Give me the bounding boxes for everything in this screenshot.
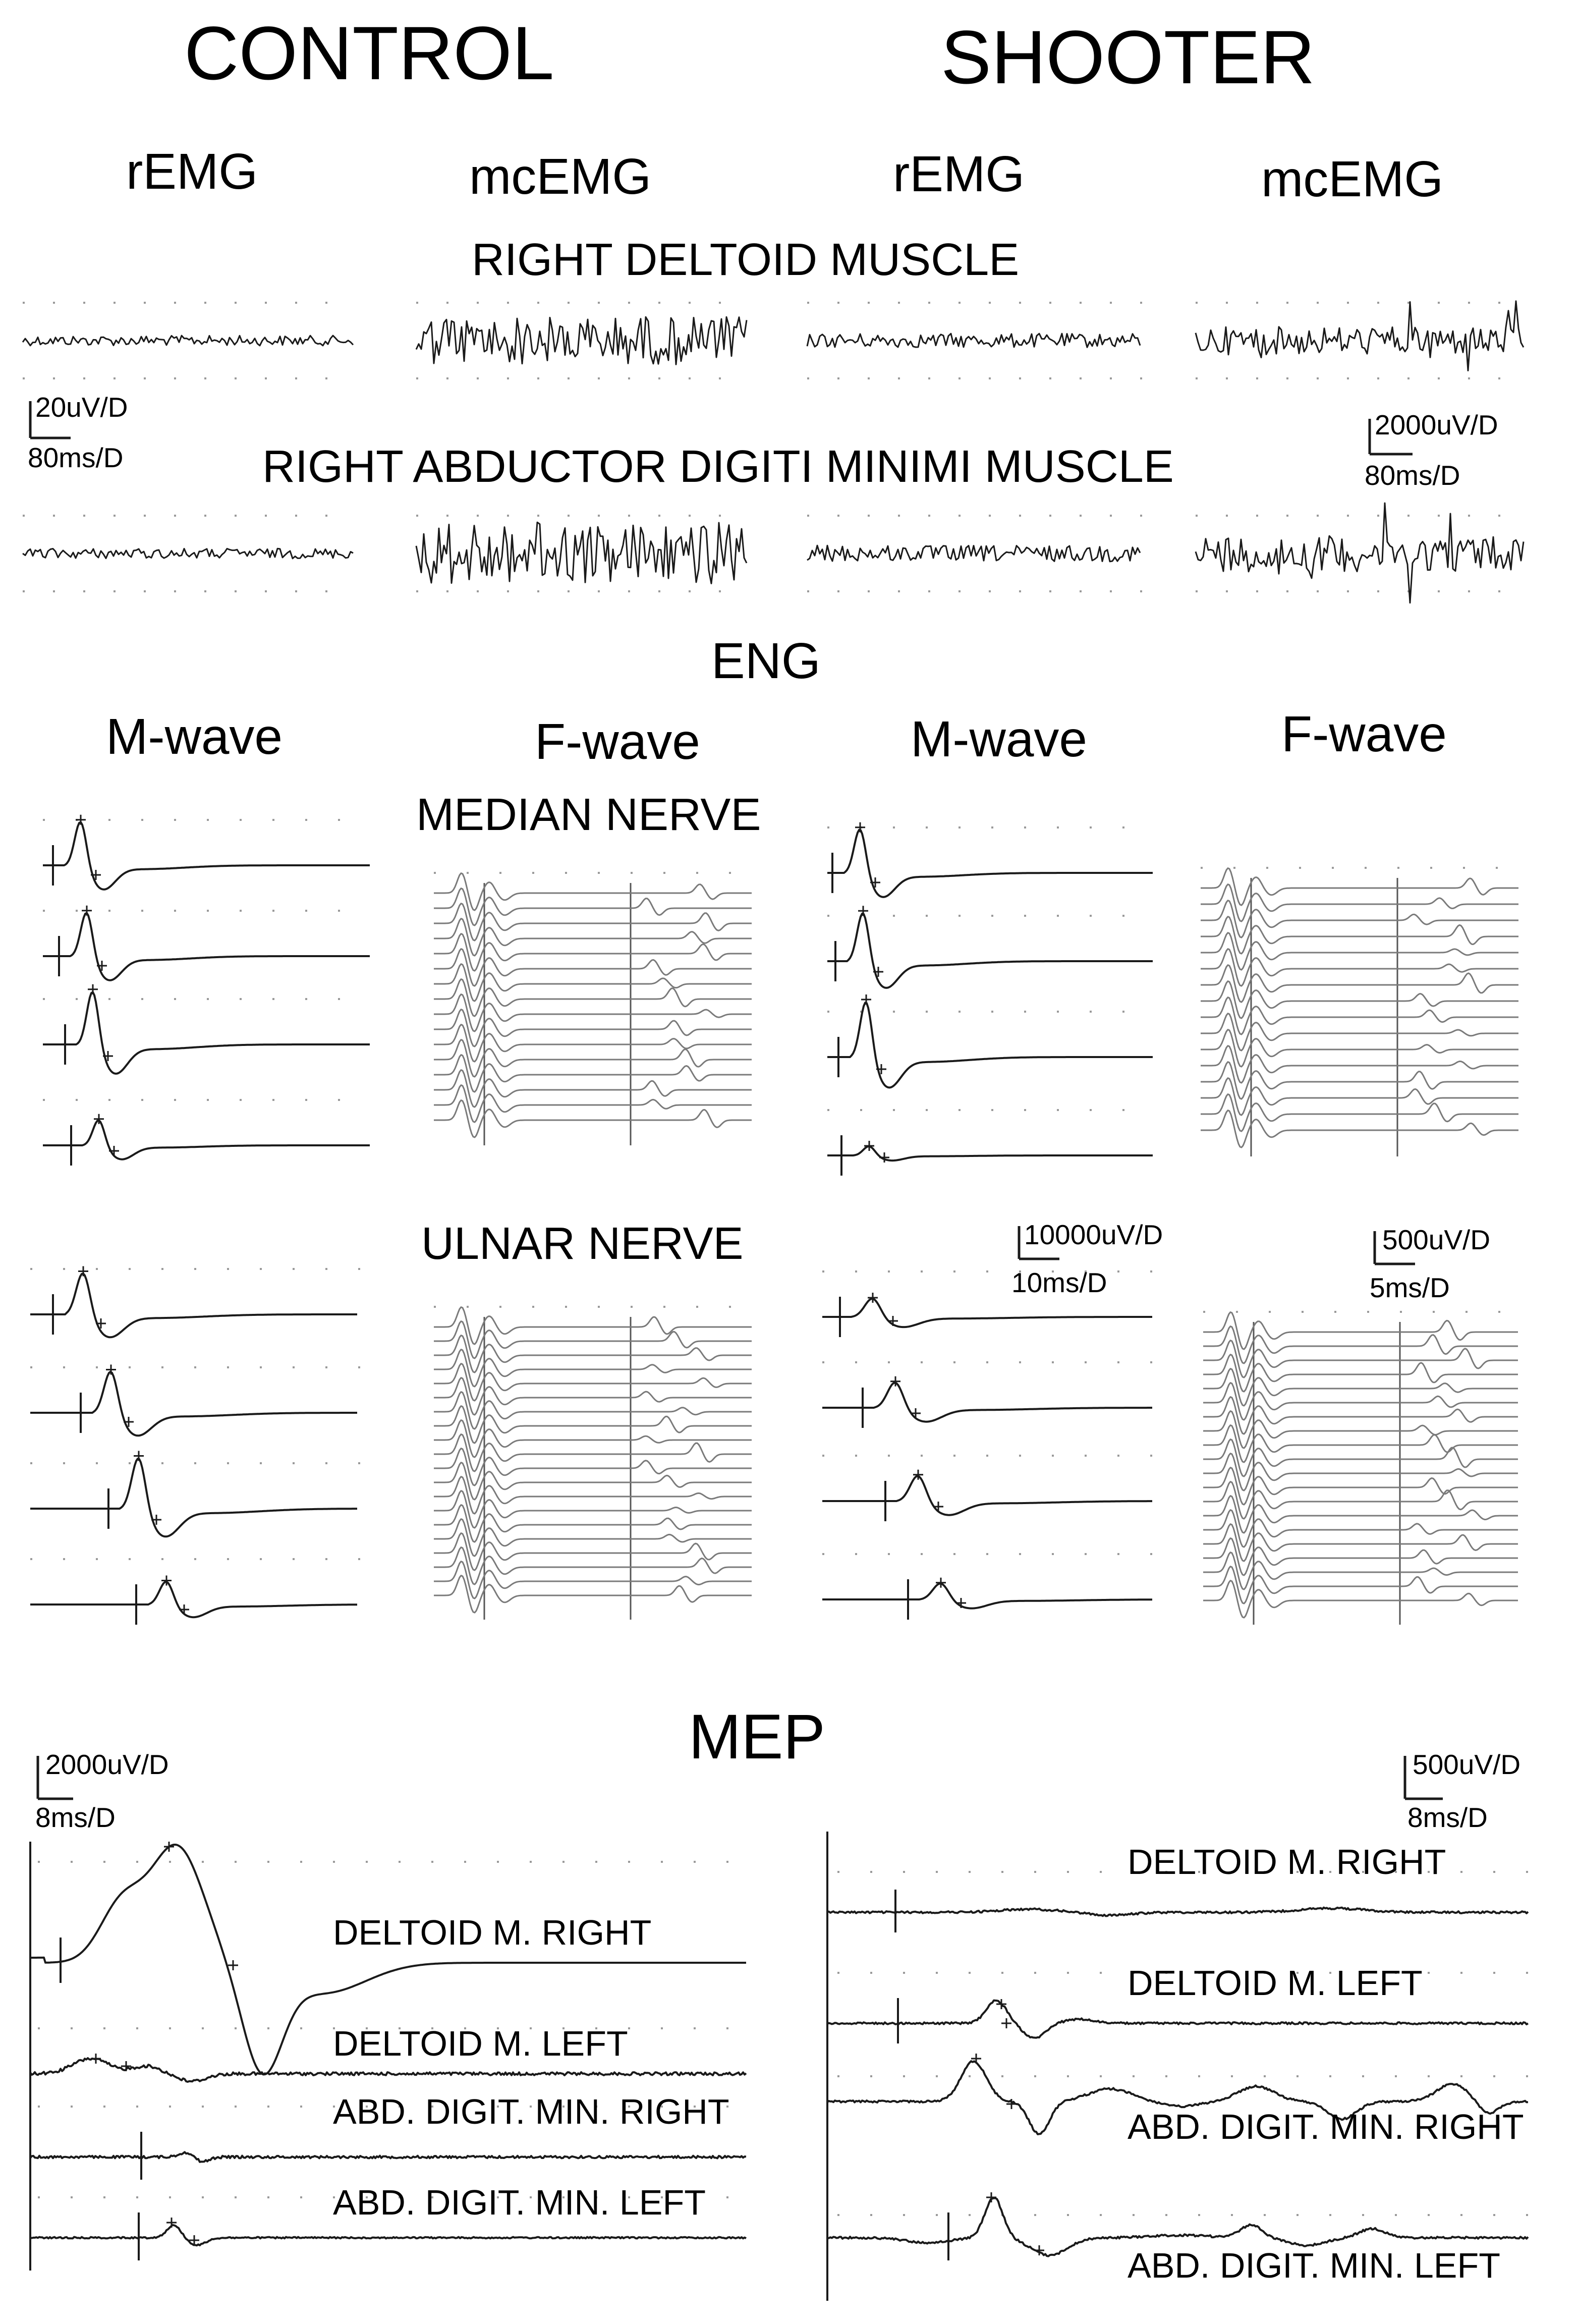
eng-col-label-shooter-mwave: M-wave <box>911 711 1088 767</box>
mwave-trace-shooter-median <box>827 914 1153 988</box>
mwave-trace-control-median <box>43 992 370 1073</box>
mep-scale-shooter-time: 8ms/D <box>1407 1802 1488 1833</box>
mwave-trace-control-ulnar <box>30 1582 357 1617</box>
eng-col-label-control-mwave: M-wave <box>106 708 283 765</box>
eng-title: ENG <box>711 633 821 689</box>
mwave-trace-control-median <box>43 1121 370 1159</box>
emg-trace <box>23 548 353 559</box>
mwave-trace-control-ulnar <box>30 1274 357 1337</box>
mwave-trace-shooter-ulnar <box>822 1382 1152 1421</box>
mep-shooter-label-adm-right: ABD. DIGIT. MIN. RIGHT <box>1128 2107 1524 2146</box>
emg-trace <box>1196 503 1524 603</box>
mwave-trace-shooter-ulnar <box>822 1299 1152 1327</box>
mep-trace-control-adm-right <box>30 2152 746 2162</box>
emg-trace <box>807 545 1140 562</box>
mep-shooter-label-deltoid-left: DELTOID M. LEFT <box>1128 1963 1423 2003</box>
emg-trace <box>416 317 747 364</box>
mwave-trace-control-median <box>43 822 370 890</box>
mep-control-label-adm-right: ABD. DIGIT. MIN. RIGHT <box>333 2092 729 2131</box>
mep-scale-control-time: 8ms/D <box>35 1802 116 1833</box>
header-control: CONTROL <box>184 11 554 95</box>
mwave-trace-shooter-ulnar <box>822 1476 1152 1515</box>
emg-col-label-control-remg: rEMG <box>126 143 258 200</box>
mep-shooter-label-deltoid-right: DELTOID M. RIGHT <box>1128 1842 1446 1882</box>
emg-scale-control-amp: 20uV/D <box>35 392 128 423</box>
adm-section-title: RIGHT ABDUCTOR DIGITI MINIMI MUSCLE <box>262 441 1174 492</box>
fwave-trace-control-ulnar <box>434 1307 752 1345</box>
fwave-trace-shooter-median <box>1201 868 1518 906</box>
mwave-trace-shooter-median <box>827 830 1153 897</box>
mep-control-label-deltoid-right: DELTOID M. RIGHT <box>333 1913 652 1952</box>
mep-trace-shooter-deltoid-right <box>827 1908 1528 1916</box>
emg-col-label-shooter-remg: rEMG <box>893 146 1025 202</box>
emg-scale-shooter-amp: 2000uV/D <box>1375 409 1498 440</box>
median-nerve-title: MEDIAN NERVE <box>416 790 761 840</box>
mep-scale-control-amp: 2000uV/D <box>45 1749 169 1780</box>
mwave-trace-control-ulnar <box>30 1459 357 1536</box>
ulnar-nerve-title: ULNAR NERVE <box>421 1219 744 1269</box>
emg-trace <box>416 522 747 583</box>
emg-trace <box>1196 301 1524 371</box>
eng-col-label-control-fwave: F-wave <box>535 713 700 770</box>
emg-scale-shooter-time: 80ms/D <box>1365 460 1460 491</box>
emg-col-label-shooter-mcemg: mcEMG <box>1261 151 1444 207</box>
mep-scale-shooter-amp: 500uV/D <box>1413 1749 1521 1780</box>
mwave-trace-control-ulnar <box>30 1372 357 1436</box>
mwave-trace-shooter-ulnar <box>822 1583 1152 1608</box>
eng-scale-fwave-time: 5ms/D <box>1370 1272 1450 1303</box>
emg-trace <box>23 336 353 346</box>
eng-scale-mwave-time: 10ms/D <box>1011 1267 1107 1298</box>
eng-col-label-shooter-fwave: F-wave <box>1281 706 1447 762</box>
eng-scale-mwave-amp: 10000uV/D <box>1024 1219 1163 1250</box>
mep-shooter-label-adm-left: ABD. DIGIT. MIN. LEFT <box>1128 2246 1500 2285</box>
deltoid-section-title: RIGHT DELTOID MUSCLE <box>472 235 1020 285</box>
mwave-trace-shooter-median <box>827 1003 1153 1087</box>
emg-col-label-control-mcemg: mcEMG <box>469 148 652 205</box>
emg-scale-control-time: 80ms/D <box>28 442 124 473</box>
eng-scale-fwave-amp: 500uV/D <box>1382 1224 1491 1255</box>
mwave-trace-shooter-median <box>827 1146 1153 1160</box>
mep-trace-shooter-deltoid-left <box>827 2001 1528 2038</box>
mep-trace-control-adm-left <box>30 2225 746 2246</box>
mep-control-label-deltoid-left: DELTOID M. LEFT <box>333 2024 628 2063</box>
emg-trace <box>807 334 1140 347</box>
fwave-trace-shooter-ulnar <box>1203 1312 1518 1350</box>
fwave-trace-control-median <box>434 873 752 911</box>
mep-title: MEP <box>689 1702 825 1772</box>
mep-control-label-adm-left: ABD. DIGIT. MIN. LEFT <box>333 2183 706 2222</box>
mwave-trace-control-median <box>43 913 370 980</box>
header-shooter: SHOOTER <box>941 15 1315 99</box>
